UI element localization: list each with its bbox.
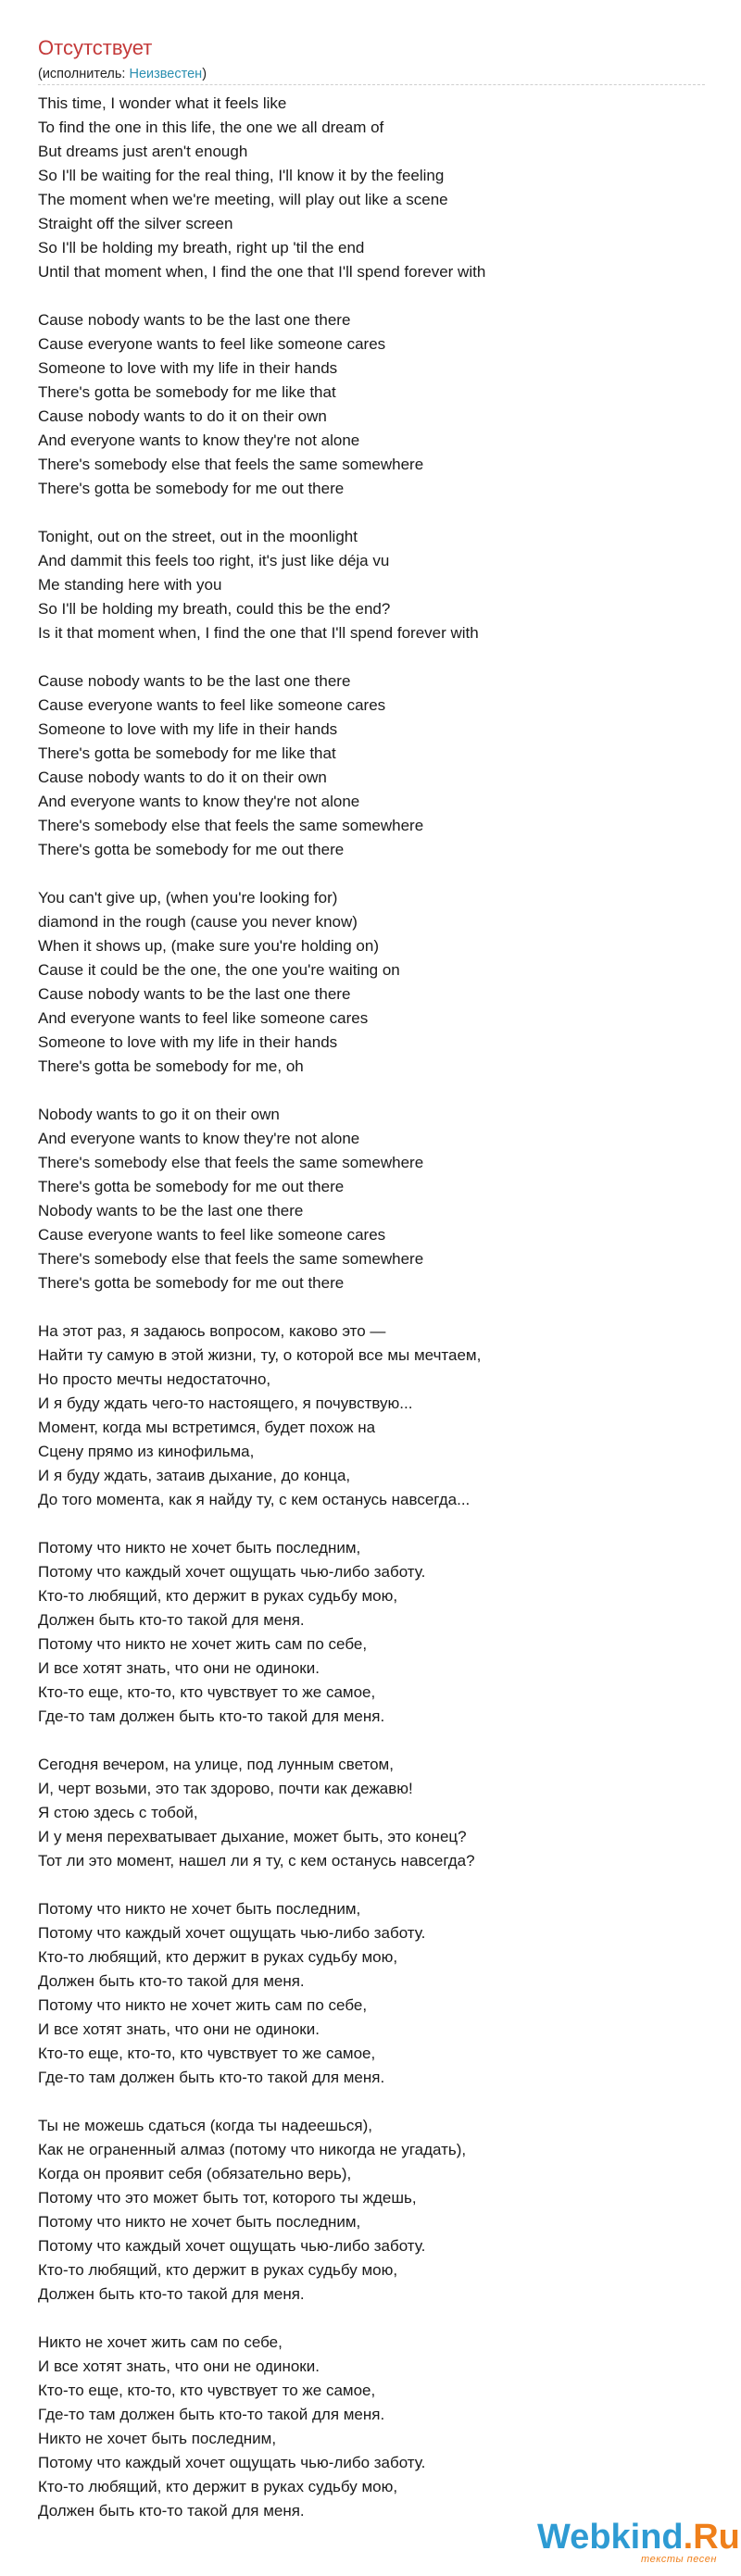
lyric-line: Cause nobody wants to be the last one there: [38, 311, 351, 329]
lyric-line: И все хотят знать, что они не одиноки.: [38, 2357, 320, 2375]
artist-link[interactable]: Неизвестен: [129, 67, 203, 81]
artist-suffix: ): [202, 67, 207, 81]
webkind-logo[interactable]: [537, 2517, 740, 2568]
lyric-line: And everyone wants to feel like someone cares: [38, 1009, 369, 1027]
lyric-line: Как не ограненный алмаз (потому что никогда не угадать),: [38, 2141, 467, 2158]
lyric-line: Потому что это может быть тот, которого ты ждешь,: [38, 2189, 417, 2207]
lyrics-stanza: [38, 1897, 705, 2090]
lyric-line: Кто-то любящий, кто держит в руках судьбу мою,: [38, 1948, 398, 1966]
lyric-line: Me standing here with you: [38, 576, 222, 594]
lyric-line: When it shows up, (make sure you're holding on): [38, 937, 379, 955]
lyric-line: Кто-то еще, кто-то, кто чувствует то же самое,: [38, 2045, 376, 2062]
lyric-line: There's gotta be somebody for me out there: [38, 1178, 345, 1195]
lyrics-stanza: [38, 308, 705, 501]
lyric-line: But dreams just aren't enough: [38, 143, 248, 160]
lyric-line: И у меня перехватывает дыхание, может быть, это конец?: [38, 1828, 467, 1845]
lyric-line: The moment when we're meeting, will play out like a scene: [38, 191, 448, 208]
lyric-line: Cause nobody wants to be the last one there: [38, 985, 351, 1003]
lyric-line: Кто-то любящий, кто держит в руках судьбу мою,: [38, 1587, 398, 1605]
lyric-line: Должен быть кто-то такой для меня.: [38, 1611, 305, 1629]
lyric-line: diamond in the rough (cause you never know): [38, 913, 358, 931]
lyric-line: Cause it could be the one, the one you're waiting on: [38, 961, 400, 979]
lyric-line: Потому что никто не хочет быть последним,: [38, 2213, 361, 2231]
lyric-line: And everyone wants to know they're not alone: [38, 793, 360, 810]
lyrics-stanza: [38, 92, 705, 284]
lyric-line: Сцену прямо из кинофильма,: [38, 1443, 255, 1460]
lyric-line: Nobody wants to be the last one there: [38, 1202, 304, 1219]
lyric-line: Я стою здесь с тобой,: [38, 1804, 198, 1821]
lyric-line: И я буду ждать чего-то настоящего, я почувствую...: [38, 1394, 413, 1412]
lyric-line: Until that moment when, I find the one that I'll spend forever with: [38, 263, 486, 281]
lyric-line: Должен быть кто-то такой для меня.: [38, 2285, 305, 2303]
lyric-line: Кто-то еще, кто-то, кто чувствует то же самое,: [38, 2382, 376, 2399]
lyric-line: До того момента, как я найду ту, с кем останусь навсегда...: [38, 1491, 471, 1508]
lyric-line: There's somebody else that feels the same somewhere: [38, 817, 424, 834]
lyric-line: Где-то там должен быть кто-то такой для меня.: [38, 1707, 385, 1725]
lyric-line: Потому что каждый хочет ощущать чью-либо заботу.: [38, 1924, 426, 1942]
lyric-line: Никто не хочет быть последним,: [38, 2430, 277, 2447]
lyrics-stanza: [38, 525, 705, 645]
logo-part-webkind: Webkind: [537, 2518, 684, 2557]
lyric-line: Cause everyone wants to feel like someone cares: [38, 335, 386, 353]
logo-part-ru: .Ru: [683, 2518, 740, 2557]
lyric-line: Но просто мечты недостаточно,: [38, 1370, 271, 1388]
lyric-line: Найти ту самую в этой жизни, ту, о которой все мы мечтаем,: [38, 1346, 482, 1364]
lyric-line: Потому что никто не хочет быть последним,: [38, 1900, 361, 1918]
lyric-line: There's gotta be somebody for me out there: [38, 480, 345, 497]
logo-tagline: тексты песен: [641, 2554, 717, 2565]
lyric-line: Должен быть кто-то такой для меня.: [38, 1972, 305, 1990]
lyric-line: Момент, когда мы встретимся, будет похож на: [38, 1419, 376, 1436]
lyrics-stanza: [38, 2331, 705, 2523]
lyric-line: Потому что никто не хочет жить сам по себе,: [38, 1996, 368, 2014]
lyric-line: Никто не хочет жить сам по себе,: [38, 2333, 283, 2351]
lyrics-stanza: [38, 2114, 705, 2307]
lyric-line: Когда он проявит себя (обязательно верь),: [38, 2165, 352, 2182]
lyric-line: There's gotta be somebody for me like that: [38, 383, 336, 401]
lyric-line: To find the one in this life, the one we all dream of: [38, 119, 384, 136]
lyric-line: Ты не можешь сдаться (когда ты надеешься),: [38, 2117, 372, 2134]
lyrics-stanza: [38, 1753, 705, 1873]
lyric-line: And dammit this feels too right, it's just like déja vu: [38, 552, 390, 569]
lyric-line: So I'll be waiting for the real thing, I'll know it by the feeling: [38, 167, 445, 184]
lyrics-stanza: [38, 886, 705, 1079]
lyric-line: So I'll be holding my breath, right up 'til the end: [38, 239, 365, 256]
lyric-line: There's gotta be somebody for me, oh: [38, 1057, 304, 1075]
header-divider: [38, 84, 705, 85]
lyric-line: Потому что никто не хочет быть последним,: [38, 1539, 361, 1557]
lyrics-stanza: [38, 1536, 705, 1729]
lyric-line: Is it that moment when, I find the one that I'll spend forever with: [38, 624, 479, 642]
lyric-line: Где-то там должен быть кто-то такой для меня.: [38, 2069, 385, 2086]
lyric-line: Где-то там должен быть кто-то такой для меня.: [38, 2406, 385, 2423]
lyric-line: There's somebody else that feels the same somewhere: [38, 1154, 424, 1171]
lyric-line: Кто-то любящий, кто держит в руках судьбу мою,: [38, 2478, 398, 2495]
lyric-line: There's somebody else that feels the same somewhere: [38, 456, 424, 473]
lyric-line: И я буду ждать, затаив дыхание, до конца,: [38, 1467, 351, 1484]
lyric-line: There's gotta be somebody for me out there: [38, 841, 345, 858]
lyric-line: Потому что каждый хочет ощущать чью-либо заботу.: [38, 2237, 426, 2255]
lyric-line: Кто-то еще, кто-то, кто чувствует то же самое,: [38, 1683, 376, 1701]
lyric-line: Someone to love with my life in their hands: [38, 359, 338, 377]
lyric-line: Тот ли это момент, нашел ли я ту, с кем останусь навсегда?: [38, 1852, 475, 1869]
lyric-line: Потому что каждый хочет ощущать чью-либо заботу.: [38, 2454, 426, 2471]
lyric-line: This time, I wonder what it feels like: [38, 94, 287, 112]
artist-prefix: (исполнитель:: [38, 67, 130, 81]
lyrics-stanza: [38, 669, 705, 862]
lyric-line: Nobody wants to go it on their own: [38, 1106, 280, 1123]
lyric-line: Tonight, out on the street, out in the moonlight: [38, 528, 358, 545]
lyrics-stanza: [38, 1103, 705, 1295]
lyric-line: Someone to love with my life in their hands: [38, 1033, 338, 1051]
artist-line: [38, 66, 207, 82]
lyric-line: And everyone wants to know they're not alone: [38, 431, 360, 449]
lyric-line: And everyone wants to know they're not alone: [38, 1130, 360, 1147]
lyric-line: И, черт возьми, это так здорово, почти как дежавю!: [38, 1780, 413, 1797]
lyric-line: You can't give up, (when you're looking for): [38, 889, 338, 907]
lyric-line: Cause everyone wants to feel like someone cares: [38, 1226, 386, 1244]
lyrics-body: [38, 92, 705, 2547]
lyric-line: Cause nobody wants to do it on their own: [38, 407, 327, 425]
lyric-line: На этот раз, я задаюсь вопросом, каково это —: [38, 1322, 386, 1340]
lyric-line: Cause everyone wants to feel like someone cares: [38, 696, 386, 714]
lyric-line: There's gotta be somebody for me out there: [38, 1274, 345, 1292]
lyric-line: И все хотят знать, что они не одиноки.: [38, 1659, 320, 1677]
lyric-line: There's gotta be somebody for me like that: [38, 744, 336, 762]
logo-wordmark: [537, 2517, 740, 2557]
lyric-line: Кто-то любящий, кто держит в руках судьбу мою,: [38, 2261, 398, 2279]
lyric-line: Потому что никто не хочет жить сам по себе,: [38, 1635, 368, 1653]
lyric-line: Cause nobody wants to do it on their own: [38, 769, 327, 786]
lyric-line: Cause nobody wants to be the last one there: [38, 672, 351, 690]
lyrics-stanza: [38, 1319, 705, 1512]
song-title: Отсутствует: [38, 36, 153, 59]
lyric-line: So I'll be holding my breath, could this be the end?: [38, 600, 391, 618]
lyric-line: Straight off the silver screen: [38, 215, 233, 232]
lyric-line: И все хотят знать, что они не одиноки.: [38, 2020, 320, 2038]
lyric-line: Сегодня вечером, на улице, под лунным светом,: [38, 1756, 394, 1773]
lyric-line: There's somebody else that feels the same somewhere: [38, 1250, 424, 1268]
lyric-line: Потому что каждый хочет ощущать чью-либо заботу.: [38, 1563, 426, 1581]
lyric-line: Someone to love with my life in their hands: [38, 720, 338, 738]
lyric-line: Должен быть кто-то такой для меня.: [38, 2502, 305, 2520]
